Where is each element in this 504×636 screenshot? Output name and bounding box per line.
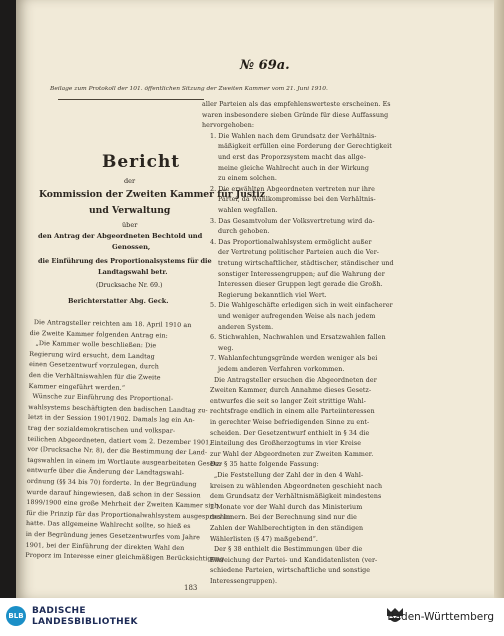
left-line: Kammer eingeführt werden.“ [28, 382, 126, 392]
report-title: Bericht [102, 152, 181, 172]
state-name: Baden-Württemberg [387, 611, 494, 623]
right-line: Einreichung der Partei- und Kandidatenlisten (ver- [210, 556, 378, 564]
right-line: hervorgehoben: [202, 122, 255, 130]
left-line: tagswahlen in einem im Wortlaute ausgearbeiteten Gesetz- [27, 456, 223, 468]
left-line: ordnung (§§ 34 bis 70) forderte. In der Begründung [26, 477, 197, 489]
right-line: wahlen wegfallen. [218, 207, 278, 214]
right-line: des Innern. Bei der Berechnung sind nur die [210, 514, 357, 522]
heading-ueber: über [122, 221, 138, 229]
right-line: durch gehoben. [218, 228, 270, 236]
column-rule [58, 99, 204, 100]
left-line: teilichen Abgeordneten, datiert vom 2. Dezember 1901, [27, 435, 212, 447]
right-line: mäßigkeit erfüllen eine Forderung der Gerechtigkeit [218, 143, 392, 151]
right-line: 3. Das Gesamtvolum der Volksvertretung wird da- [210, 217, 375, 225]
blb-logo: BLB [6, 606, 26, 626]
right-line: Der § 38 enthielt die Bestimmungen über die [214, 546, 363, 554]
library-name-line-1: BADISCHE [32, 606, 86, 616]
left-line: in der Begründung jenes Gesetzentwurfes vom Jahre [25, 530, 201, 542]
right-line: 4. Das Proportionalwahlsystem ermöglicht außer [210, 238, 372, 246]
left-line: wurde darauf hingewiesen, daß schon in der Session [26, 488, 201, 499]
right-line: 2. Die erwählten Abgeordneten vertreten nur ihre [210, 185, 375, 193]
right-line: 5. Die Wahlgeschäfte erledigen sich in weit einfacherer [210, 302, 393, 310]
right-line: Zweiten Kammer, durch Annahme dieses Gesetz- [210, 387, 372, 395]
right-line: Der § 35 hatte folgende Fassung: [210, 461, 319, 469]
committee-line-2: und Verwaltung [89, 205, 171, 216]
right-line: dem Grundsatz der Verhältnismäßigkeit mindestens [210, 493, 382, 501]
right-line: und weniger aufregenden Weise als nach jedem [218, 313, 376, 320]
right-line: 2 Monate vor der Wahl durch das Ministerium [210, 503, 363, 511]
drucksache-ref: (Drucksache Nr. 69.) [96, 282, 163, 289]
right-line: sonstiger Interessengruppen; auf die Wahrung der [218, 270, 385, 278]
right-line: tretung wirtschaftlicher, städtischer, ständischer und [218, 260, 394, 267]
left-line: hatte. Das allgemeine Wahlrecht sollte, so hieß es [25, 520, 191, 531]
right-line: zu einem solchen. [218, 175, 277, 183]
right-line: schiedene Parteien, wirtschaftliche und sonstige [210, 567, 371, 575]
right-line: waren insbesondere sieben Gründe für diese Auffassung [202, 111, 389, 119]
right-line: und erst das Proporzsystem macht das allge- [218, 154, 366, 161]
page-number: 183 [184, 584, 198, 592]
motion-line-1: den Antrag der Abgeordneten Bechtold und [38, 232, 203, 240]
right-line: Interessen dieser Gruppen legt gerade die Großh. [218, 281, 383, 289]
scanned-page [16, 0, 504, 598]
left-line: für die Prinzip für das Proportionalwahlsystem ausgesprochen [26, 509, 233, 521]
left-line: Die Antragsteller reichten am 18. April 1910 an [33, 319, 192, 330]
right-line: kreisen zu wählenden Abgeordneten geschieht nach [210, 482, 383, 490]
left-line: Regierung wird ersucht, dem Landtag [29, 350, 155, 361]
left-line: trag der sozialdemokratischen und volkspar- [27, 424, 176, 435]
right-line: 7. Wahlanfechtungsgründe werden weniger als bei [210, 355, 378, 363]
right-line: entwurfes die seit so langer Zeit strittige Wahl- [210, 397, 366, 405]
document-number: № 69a. [240, 58, 290, 73]
right-line: meine gleiche Wahlrecht auch in der Wirkung [218, 164, 370, 172]
scan-margin [0, 0, 16, 598]
right-line: „Die Feststellung der Zahl der in den 4 Wahl- [214, 472, 364, 479]
heading-der: der [124, 177, 136, 185]
right-line: anderen System. [218, 323, 274, 331]
left-line: Proporz im Interesse einer gleichmäßigen Berücksichtigung [25, 552, 225, 563]
left-line: den die Verhältniswahlen für die Zweite [28, 371, 161, 382]
right-line: Regierung bekanntlich viel Wert. [218, 291, 327, 299]
left-line: 1899/1900 eine große Mehrheit der Zweiten Kammer sich [26, 499, 219, 510]
left-line: letzt in der Session 1901/1902. Damals lag ein An- [28, 414, 195, 425]
right-line: zur Wahl der Abgeordneten zur Zweiten Kammer. [210, 450, 374, 458]
right-line: Interessengruppen). [210, 578, 278, 585]
right-line: Zahlen der Wahlberechtigten in den ständigen [210, 525, 364, 532]
right-line: in gerechter Weise befriedigenden Sinne zu ent- [210, 419, 370, 426]
right-line: 1. Die Wahlen nach dem Grundsatz der Verhältnis- [210, 132, 377, 140]
rapporteur: Berichterstatter Abg. Geck. [68, 297, 169, 305]
right-line: Wählerlisten (§ 47) maßgebend“. [210, 535, 318, 543]
motion-line-2: Genossen, [112, 243, 151, 251]
right-line: rechtsfrage endlich in einem alle Parteiinteressen [210, 408, 375, 416]
left-line: die Zweite Kammer folgenden Antrag ein: [29, 329, 168, 340]
topic-line-2: Landtagswahl betr. [98, 268, 168, 276]
right-line: aller Parteien als das empfehlenswerteste erscheinen. Es [202, 101, 391, 108]
right-line: scheiden. Der Gesetzentwurf enthielt in § 34 die [210, 429, 370, 437]
right-line: Die Antragsteller ersuchen die Abgeordneten der [214, 376, 377, 384]
right-line: der Vertretung politischer Parteien auch die Ver- [218, 249, 380, 257]
left-line: „Die Kammer wolle beschließen: Die [35, 340, 157, 350]
left-line: Wünsche zur Einführung des Proportional- [32, 393, 174, 403]
library-footer [0, 598, 504, 636]
right-line: Partei, da Wahlkompromisse bei den Verhältnis- [218, 196, 376, 204]
right-line: Einteilung des Großherzogtums in vier Kreise [210, 440, 362, 448]
right-line: weg. [218, 344, 234, 352]
page-edge [494, 0, 504, 598]
topic-line-1: die Einführung des Proportionalsystems für die [38, 257, 212, 265]
left-line: entwurfe über die Änderung der Landtagswahl- [26, 467, 185, 478]
left-line: einen Gesetzentwurf vorzulegen, durch [29, 361, 160, 371]
left-line: wahlsystems beschäftigten den badischen Landtag zu- [28, 403, 208, 415]
committee-line-1: Kommission der Zweiten Kammer für Justiz [39, 189, 265, 200]
library-name-line-2: LANDESBIBLIOTHEK [32, 617, 138, 627]
right-line: jedem anderen Verfahren vorkommen. [218, 366, 345, 373]
supplement-line: Beilage zum Protokoll der 101. öffentlichen Sitzung der Zweiten Kammer vom 21. Juni 1910. [50, 86, 328, 92]
right-line: 6. Stichwahlen, Nachwahlen und Ersatzwahlen fallen [210, 334, 386, 342]
left-line: vor (Drucksache Nr. 8), der die Bestimmung der Land- [27, 446, 208, 457]
left-line: 1901, bei der Einführung der direkten Wahl den [25, 541, 185, 552]
